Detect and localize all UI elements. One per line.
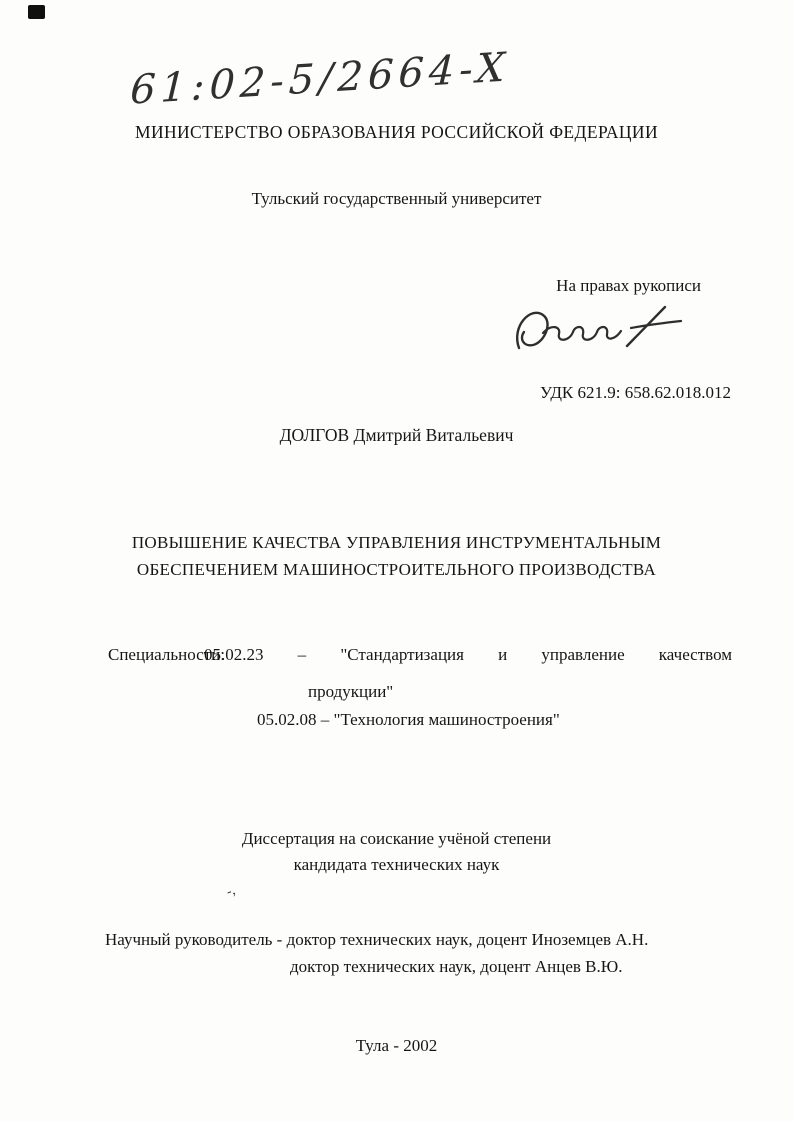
handwritten-inventory-number: 61:02-5/2664-X	[129, 44, 511, 114]
udc-code: УДК 621.9: 658.62.018.012	[540, 383, 731, 402]
dissertation-line-2: кандидата технических наук	[293, 855, 500, 874]
dissertation-title	[0, 529, 793, 583]
dissertation-statement	[0, 826, 793, 878]
city-and-year: Тула - 2002	[355, 1036, 438, 1055]
specialties-label: Специальности:	[108, 645, 225, 664]
title-line-1: ПОВЫШЕНИЕ КАЧЕСТВА УПРАВЛЕНИЯ ИНСТРУМЕНТАЛЬНЫМ	[131, 533, 662, 552]
scan-artifact-corner	[28, 5, 45, 19]
supervisor-line-1: Научный руководитель - доктор технических наук, доцент Иноземцев А.Н.	[105, 930, 649, 949]
dissertation-line-1: Диссертация на соискание учёной степени	[241, 829, 552, 848]
author-name: ДОЛГОВ Дмитрий Витальевич	[279, 425, 514, 445]
supervisor-line-2: доктор технических наук, доцент Анцев В.Ю.	[290, 957, 623, 976]
specialty-1-line-1: 05.02.23 – "Стандартизация и управление качеством	[204, 645, 732, 664]
ministry-heading: МИНИСТЕРСТВО ОБРАЗОВАНИЯ РОССИЙСКОЙ ФЕДЕРАЦИИ	[134, 122, 658, 142]
university-name: Тульский государственный университет	[251, 189, 542, 208]
scan-artifact-stray-mark: -,	[224, 883, 238, 900]
handwritten-signature-icon	[505, 298, 685, 362]
manuscript-rights-note: На правах рукописи	[556, 276, 701, 295]
specialty-2: 05.02.08 – "Технология машиностроения"	[257, 710, 560, 729]
specialty-1-line-2: продукции"	[308, 682, 394, 701]
title-line-2: ОБЕСПЕЧЕНИЕМ МАШИНОСТРОИТЕЛЬНОГО ПРОИЗВОДСТВА	[136, 560, 657, 579]
